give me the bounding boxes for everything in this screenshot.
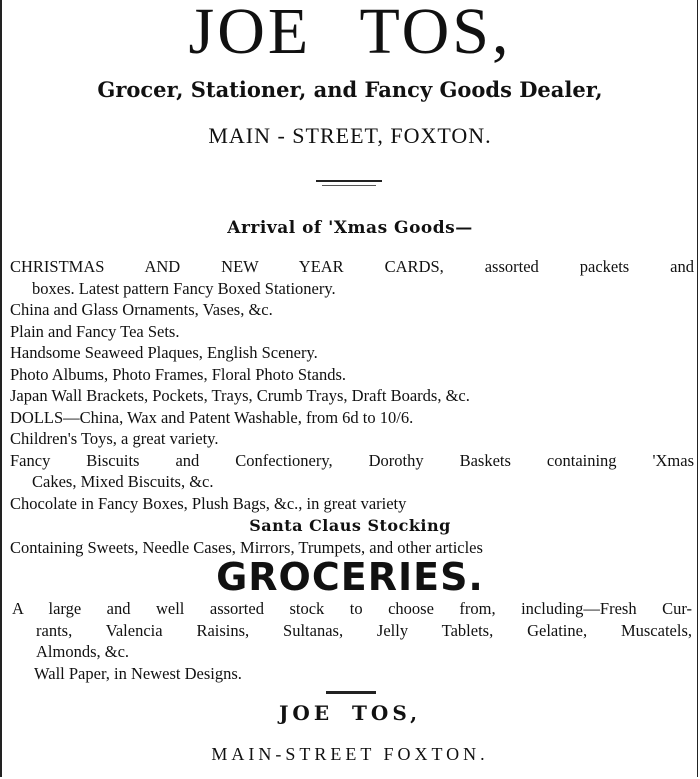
wallpaper-line: Wall Paper, in Newest Designs.	[34, 664, 242, 683]
page-title: JOE TOS,	[188, 0, 512, 68]
subtitle: Grocer, Stationer, and Fancy Goods Dealer,	[97, 77, 603, 102]
santa-heading: Santa Claus Stocking	[249, 516, 451, 535]
list-item	[10, 450, 694, 493]
groceries-text	[12, 598, 692, 663]
list-item-text: Fancy Biscuits and Confectionery, Dorothy Baskets containing 'Xmas	[10, 450, 694, 470]
list-item: Children's Toys, a great variety.	[10, 429, 219, 448]
footer-rule	[326, 691, 376, 694]
santa-text: Containing Sweets, Needle Cases, Mirrors, Trumpets, and other articles	[10, 538, 483, 557]
list-item: Chocolate in Fancy Boxes, Plush Bags, &c., in great variety	[10, 493, 407, 513]
divider-rule-thin	[322, 185, 376, 186]
list-item: China and Glass Ornaments, Vases, &c.	[10, 300, 273, 319]
groceries-line: Almonds, &c.	[36, 642, 130, 661]
divider-rule	[316, 180, 382, 182]
arrival-heading: Arrival of 'Xmas Goods—	[227, 218, 473, 238]
header-address: MAIN - STREET, FOXTON.	[208, 123, 492, 148]
list-item-continuation: Cakes, Mixed Biscuits, &c.	[32, 472, 214, 491]
list-item: Photo Albums, Photo Frames, Floral Photo Stands.	[10, 364, 346, 384]
list-item: Handsome Seaweed Plaques, English Scenery.	[10, 343, 318, 362]
list-item: Japan Wall Brackets, Pockets, Trays, Crumb Trays, Draft Boards, &c.	[10, 386, 470, 405]
list-item: Plain and Fancy Tea Sets.	[10, 321, 180, 341]
list-item	[10, 256, 694, 299]
list-item: DOLLS—China, Wax and Patent Washable, from 6d to 10/6.	[10, 407, 414, 427]
groceries-heading: GROCERIES.	[216, 555, 484, 599]
footer-name: JOE TOS,	[278, 701, 422, 725]
list-item-continuation: boxes. Latest pattern Fancy Boxed Stationery.	[32, 278, 336, 298]
footer-address: MAIN-STREET FOXTON.	[211, 744, 489, 764]
groceries-line: rants, Valencia Raisins, Sultanas, Jelly Tablets, Gelatine, Muscatels,	[36, 620, 692, 640]
groceries-line: A large and well assorted stock to choose from, including—Fresh Cur-	[12, 599, 692, 618]
list-item-text: CHRISTMAS AND NEW YEAR CARDS, assorted packets and	[10, 257, 694, 276]
goods-list	[10, 256, 694, 514]
